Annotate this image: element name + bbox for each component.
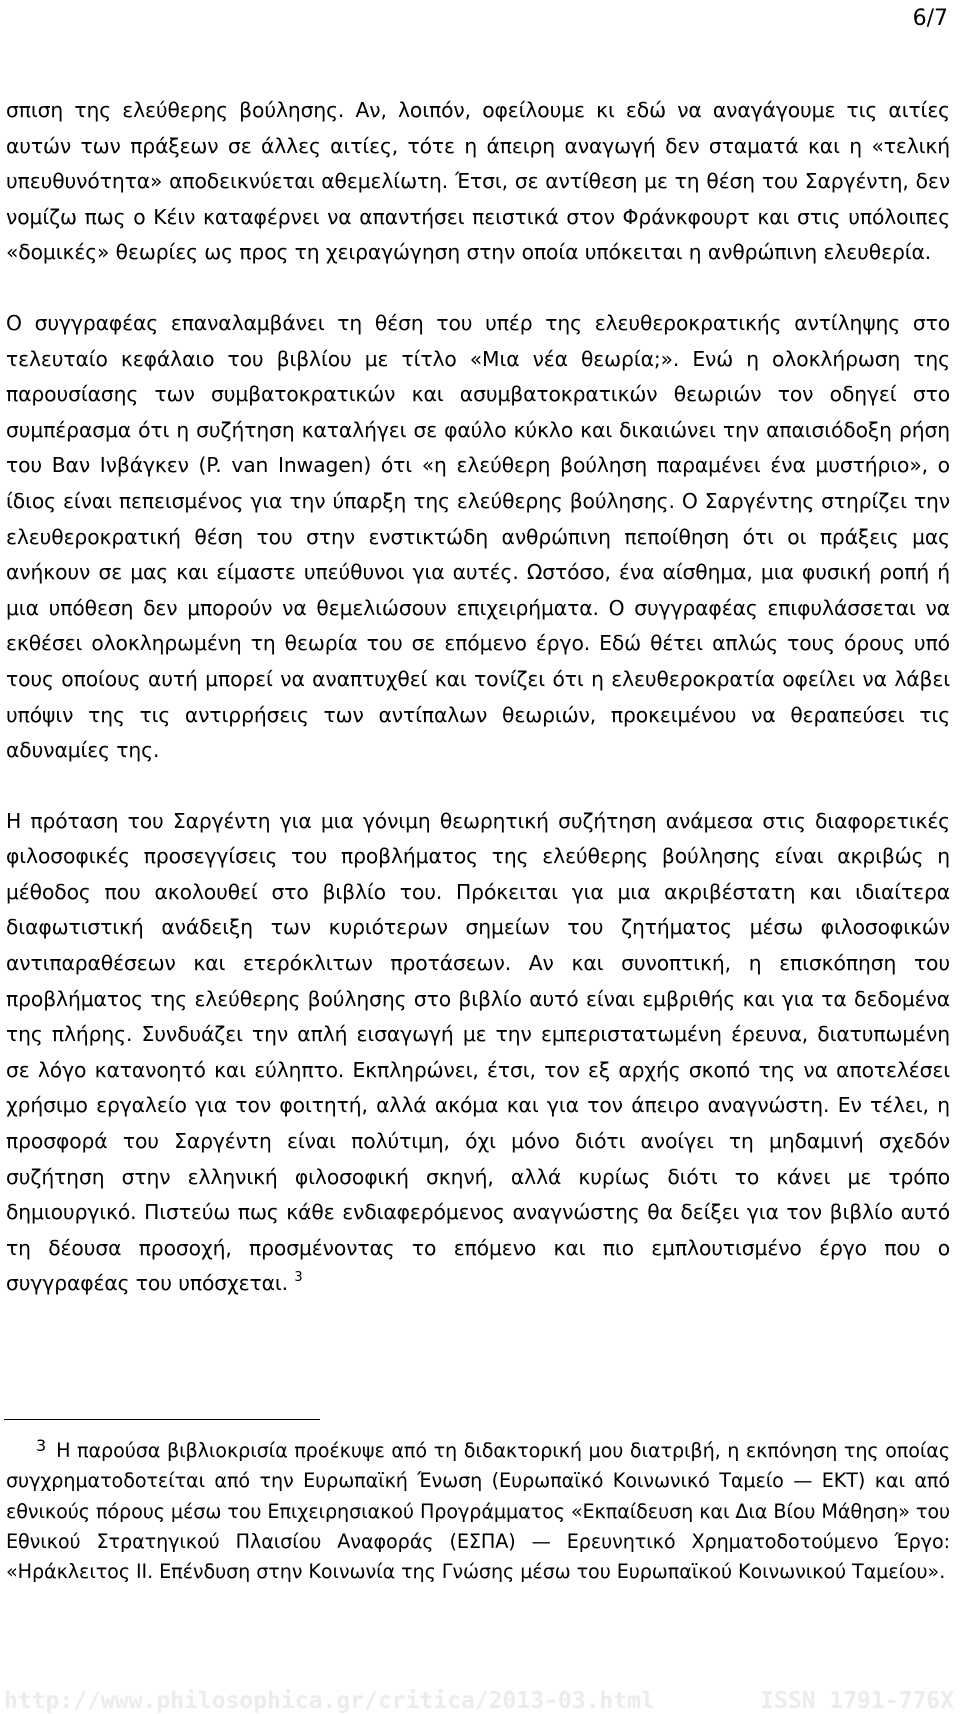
footer-url-link[interactable]: http://www.philosophica.gr/critica/2013-03.html xyxy=(4,1688,655,1714)
page-footer xyxy=(4,1684,954,1714)
article-body xyxy=(6,93,950,1302)
footnote: 3 Η παρούσα βιβλιοκρισία προέκυψε από τη διδακτορική μου διατριβή, η εκπόνηση της οποίας συγχρηματοδοτείται από την Ευρωπαϊκή Ένωση (Ευρωπαϊκό Κοινωνικό Ταμείο — ΕΚΤ) και από εθνικούς πόρους μέσω του Επιχειρησιακού Προγράμματος «Εκπαίδευση και Δια Βίου Μάθηση» του Εθνικού Στρατηγικού Πλαισίου Αναφοράς (ΕΣΠΑ) — Ερευνητικό Χρηματοδοτούμενο Έργο: «Ηράκλειτος ΙΙ. Επένδυση στην Κοινωνία της Γνώσης μέσω του Ευρωπαϊκού Κοινωνικού Ταμείου». xyxy=(6,1436,950,1584)
footer-issn: ISSN 1791-776X xyxy=(760,1688,954,1714)
footnote-reference[interactable]: 3 xyxy=(294,1270,303,1286)
page-number: 6/7 xyxy=(912,6,948,31)
paragraph-1: σπιση της ελεύθερης βούλησης. Αν, λοιπόν, οφείλουμε κι εδώ να αναγάγουμε τις αιτίες αυτών των πράξεων σε άλλες αιτίες, τότε η άπειρη αναγωγή δεν σταματά και η «τελική υπευθυνότητα» αποδεικνύεται αθεμελίωτη. Έτσι, σε αντίθεση με τη θέση του Σαργέντη, δεν νομίζω πως ο Κέιν καταφέρνει να απαντήσει πειστικά στον Φράνκφουρτ και στις υπόλοιπες «δομικές» θεωρίες ως προς τη χειραγώγηση στην οποία υπόκειται η ανθρώπινη ελευθερία. xyxy=(6,98,950,265)
footnote-divider xyxy=(4,1419,320,1420)
paragraph-3 xyxy=(6,804,950,1302)
paragraph-3-text: Η πρόταση του Σαργέντη για μια γόνιμη θεωρητική συζήτηση ανάμεσα στις διαφορετικές φιλοσοφικές προσεγγίσεις του προβλήματος της ελεύθερης βούλησης είναι ακριβώς η μέθοδος που ακολουθεί στο βιβλίο του. Πρόκειται για μια ακριβέστατη και ιδιαίτερα διαφωτιστική ανάδειξη των κυριότερων σημείων του ζητήματος μέσω φιλοσοφικών αντιπαραθέσεων και ετερόκλιτων προτάσεων. Αν και συνοπτική, η επισκόπηση του προβλήματος της ελεύθερης βούλησης στο βιβλίο αυτό είναι εμβριθής και για τα δεδομένα της πλήρης. Συνδυάζει την απλή εισαγωγή με την εμπεριστατωμένη έρευνα, διατυπωμένη σε λόγο κατανοητό και εύληπτο. Εκπληρώνει, έτσι, τον εξ αρχής σκοπό της να αποτελέσει χρήσιμο εργαλείο για τον φοιτητή, αλλά ακόμα και για τον άπειρο αναγνώστη. Εν τέλει, η προσφορά του Σαργέντη είναι πολύτιμη, όχι μόνο διότι ανοίγει τη μηδαμινή σχεδόν συζήτηση στην ελληνική φιλοσοφική σκηνή, αλλά κυρίως διότι το κάνει με τρόπο δημιουργικό. Πιστεύω πως κάθε ενδιαφερόμενος αναγνώστης θα δείξει για τον βιβλίο αυτό τη δέουσα προσοχή, προσμένοντας το επόμενο και πιο εμπλουτισμένο έργο που ο συγγραφέας του υπόσχεται. xyxy=(6,808,950,1296)
paragraph-2: Ο συγγραφέας επαναλαμβάνει τη θέση του υπέρ της ελευθεροκρατικής αντίληψης στο τελευταίο κεφάλαιο του βιβλίου με τίτλο «Μια νέα θεωρία;». Ενώ η ολοκλήρωση της παρουσίασης των συμβατοκρατικών και ασυμβατοκρατικών θεωριών τον οδηγεί στο συμπέρασμα ότι η συζήτηση καταλήγει σε φαύλο κύκλο και δικαιώνει την απαισιόδοξη ρήση του Βαν Ινβάγκεν (P. van Inwagen) ότι «η ελεύθερη βούληση παραμένει ένα μυστήριο», ο ίδιος είναι πεπεισμένος για την ύπαρξη της ελεύθερης βούλησης. Ο Σαργέντης στηρίζει την ελευθεροκρατική θέση του στην ενστικτώδη ανθρώπινη πεποίθηση ότι οι πράξεις μας ανήκουν σε μας και είμαστε υπεύθυνοι για αυτές. Ωστόσο, ένα αίσθημα, μια φυσική ροπή ή μια υπόθεση δεν μπορούν να θεμελιώσουν επιχειρήματα. Ο συγγραφέας επιφυλάσσεται να εκθέσει ολοκληρωμένη τη θεωρία του σε επόμενο έργο. Εδώ θέτει απλώς τους όρους υπό τους οποίους αυτή μπορεί να αναπτυχθεί και τονίζει ότι η ελευθεροκρατία οφείλει να λάβει υπόψιν της τις αντιρρήσεις των αντίπαλων θεωριών, προκειμένου να θεραπεύσει τις αδυναμίες της. xyxy=(6,310,950,763)
footnote-text: Η παρούσα βιβλιοκρισία προέκυψε από τη διδακτορική μου διατριβή, η εκπόνηση της οποίας συγχρηματοδοτείται από την Ευρωπαϊκή Ένωση (Ευρωπαϊκό Κοινωνικό Ταμείο — ΕΚΤ) και από εθνικούς πόρους μέσω του Επιχειρησιακού Προγράμματος «Εκπαίδευση και Δια Βίου Μάθηση» του Εθνικού Στρατηγικού Πλαισίου Αναφοράς (ΕΣΠΑ) — Ερευνητικό Χρηματοδοτούμενο Έργο: «Ηράκλειτος ΙΙ. Επένδυση στην Κοινωνία της Γνώσης μέσω του Ευρωπαϊκού Κοινωνικού Ταμείου». xyxy=(6,1439,950,1584)
